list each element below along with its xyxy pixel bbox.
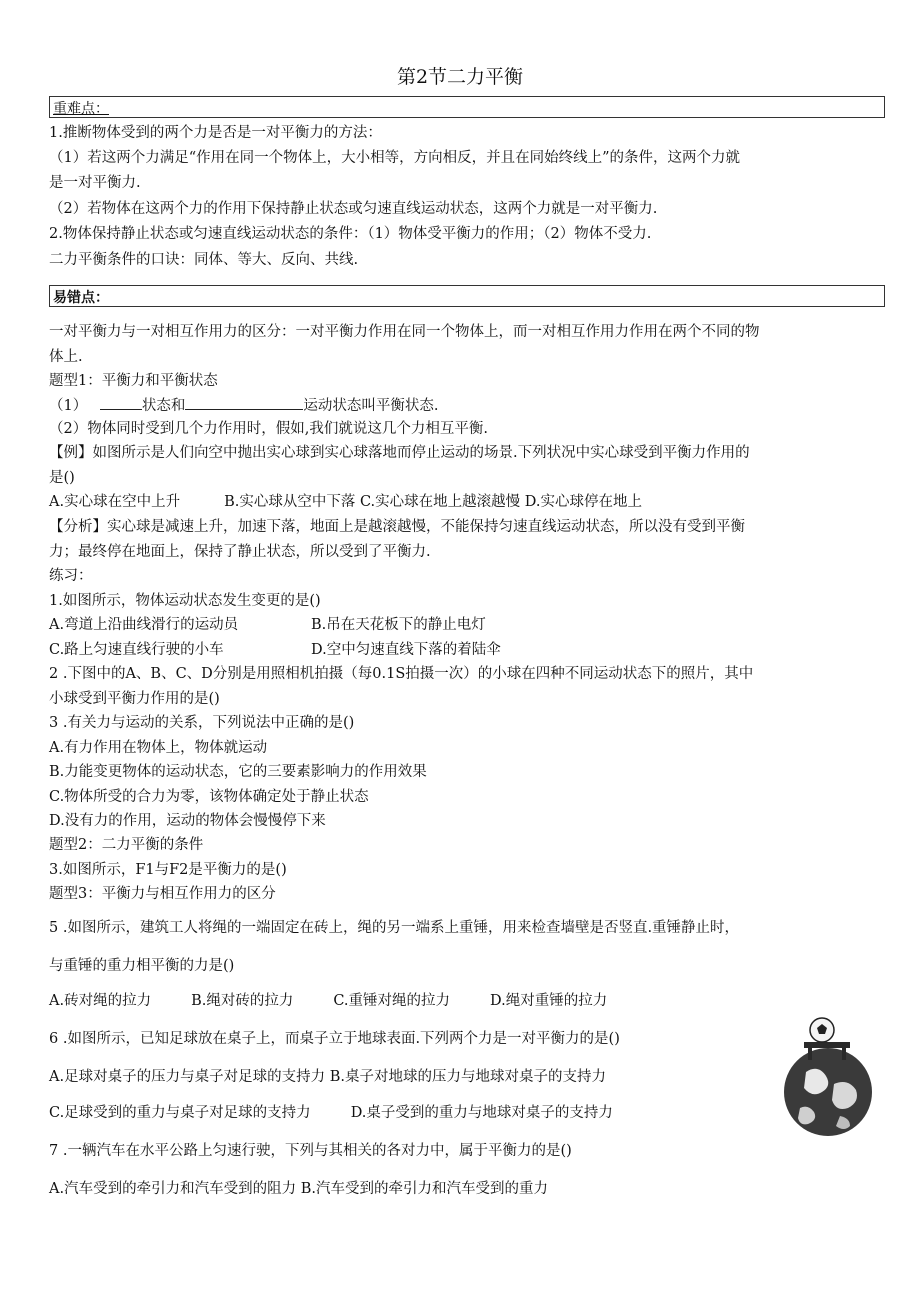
question-line: 与重锤的重力相平衡的力是() — [49, 958, 235, 974]
question-text: 运动状态叫平衡状态. — [303, 398, 439, 414]
mistakes-label: 易错点： — [53, 290, 109, 306]
analysis-line: 【分析】实心球是减速上升，加速下落，地面上是越滚越慢，不能保持匀速直线运动状态，所以没有受到平衡 — [49, 519, 745, 535]
section-heading: 题型2：二力平衡的条件 — [49, 837, 204, 853]
text-line: 2.物体保持静止状态或匀速直线运动状态的条件：（1）物体受平衡力的作用；（2）物体不受力. — [49, 226, 652, 242]
mistakes-box — [49, 285, 885, 307]
option-c: C.物体所受的合力为零，该物体确定处于静止状态 — [49, 789, 369, 805]
fill-blank-question — [49, 395, 438, 416]
text-line: 二力平衡条件的口诀：同体、等大、反向、共线. — [49, 252, 359, 268]
option-a: A.弯道上沿曲线滑行的运动员 — [49, 617, 239, 633]
option-c: C.路上匀速直线行驶的小车 — [49, 642, 224, 658]
text-line: （1）若这两个力满足“作用在同一个物体上，大小相等，方向相反，并且在同始终线上”的条件，这两个力就 — [49, 150, 741, 166]
football-table-globe-illustration — [776, 1012, 876, 1142]
options-row — [49, 1103, 613, 1123]
section-heading: 题型3：平衡力与相互作用力的区分 — [49, 886, 276, 902]
question-line: 5 .如图所示，建筑工人将绳的一端固定在砖上，绳的另一端系上重锤，用来检查墙壁是否竖直.重锤静止时， — [49, 920, 740, 936]
text-line: （2）物体同时受到几个力作用时，假如,我们就说这几个力相互平衡. — [49, 421, 488, 437]
options-row: A.足球对桌子的压力与桌子对足球的支持力 B.桌子对地球的压力与地球对桌子的支持力 — [49, 1069, 606, 1085]
option-d: D.没有力的作用，运动的物体会慢慢停下来 — [49, 813, 326, 829]
option-b: B.绳对砖的拉力 — [191, 993, 294, 1009]
option-b: B.吊在天花板下的静止电灯 — [311, 617, 486, 633]
key-points-box — [49, 96, 885, 118]
table-leg — [808, 1048, 812, 1060]
question-text: 状态和 — [141, 398, 186, 414]
option-c: C.足球受到的重力与桌子对足球的支持力 — [49, 1105, 311, 1121]
example-line: 【例】如图所示是人们向空中抛出实心球到实心球落地而停止运动的场景.下列状况中实心球受到平衡力作用的 — [49, 445, 750, 461]
question-number: （1） — [49, 398, 88, 414]
table-leg — [842, 1048, 846, 1060]
question-line: 2 .下图中的A、B、C、D分别是用照相机拍摄（每0.1S拍摄一次）的小球在四种不同运动状态下的照片，其中 — [49, 666, 754, 682]
question-line: 7 .一辆汽车在水平公路上匀速行驶，下列与其相关的各对力中，属于平衡力的是() — [49, 1143, 572, 1159]
option-a: A.有力作用在物体上，物体就运动 — [49, 740, 268, 756]
answer-blank[interactable] — [100, 395, 142, 410]
globe-shape — [784, 1048, 872, 1136]
options-row — [49, 640, 501, 660]
option-a: A.砖对绳的拉力 — [49, 993, 152, 1009]
options-bcd: B.实心球从空中下落 C.实心球在地上越滚越慢 D.实心球停在地上 — [224, 494, 642, 510]
example-line: 是() — [49, 470, 75, 486]
option-b: B.力能变更物体的运动状态，它的三要素影响力的作用效果 — [49, 764, 427, 780]
options-row — [49, 615, 486, 635]
question-line: 6 .如图所示，已知足球放在桌子上，而桌子立于地球表面.下列两个力是一对平衡力的是() — [49, 1031, 620, 1047]
analysis-line: 力；最终停在地面上，保持了静止状态，所以受到了平衡力. — [49, 544, 431, 560]
text-line: （2）若物体在这两个力的作用下保持静止状态或匀速直线运动状态，这两个力就是一对平衡力. — [49, 201, 658, 217]
page-title: 第2节二力平衡 — [396, 66, 524, 88]
options-row — [49, 991, 607, 1011]
section-heading: 题型1：平衡力和平衡状态 — [49, 373, 218, 389]
option-c: C.重锤对绳的拉力 — [333, 993, 451, 1009]
options-row: A.汽车受到的牵引力和汽车受到的阻力 B.汽车受到的牵引力和汽车受到的重力 — [49, 1181, 548, 1197]
option-d: D.空中匀速直线下落的着陆伞 — [311, 642, 501, 658]
text-line: 体上. — [49, 349, 83, 365]
option-d: D.绳对重锤的拉力 — [490, 993, 608, 1009]
answer-blank[interactable] — [185, 395, 303, 410]
text-line: 1.推断物体受到的两个力是否是一对平衡力的方法： — [49, 125, 382, 141]
question-line: 3 .有关力与运动的关系，下列说法中正确的是() — [49, 715, 355, 731]
question-line: 3.如图所示，F1与F2是平衡力的是() — [49, 862, 287, 878]
question-line: 1.如图所示，物体运动状态发生变更的是() — [49, 593, 321, 609]
text-line: 是一对平衡力. — [49, 175, 141, 191]
example-options — [49, 492, 642, 512]
practice-heading: 练习： — [49, 568, 93, 584]
table-top — [804, 1042, 850, 1048]
option-d: D.桌子受到的重力与地球对桌子的支持力 — [350, 1105, 613, 1121]
question-line: 小球受到平衡力作用的是() — [49, 691, 220, 707]
key-points-label: 重难点： — [53, 101, 109, 117]
text-line: 一对平衡力与一对相互作用力的区分：一对平衡力作用在同一个物体上，而一对相互作用力作用在两个不同的物 — [49, 324, 760, 340]
option-a: A.实心球在空中上升 — [49, 494, 181, 510]
